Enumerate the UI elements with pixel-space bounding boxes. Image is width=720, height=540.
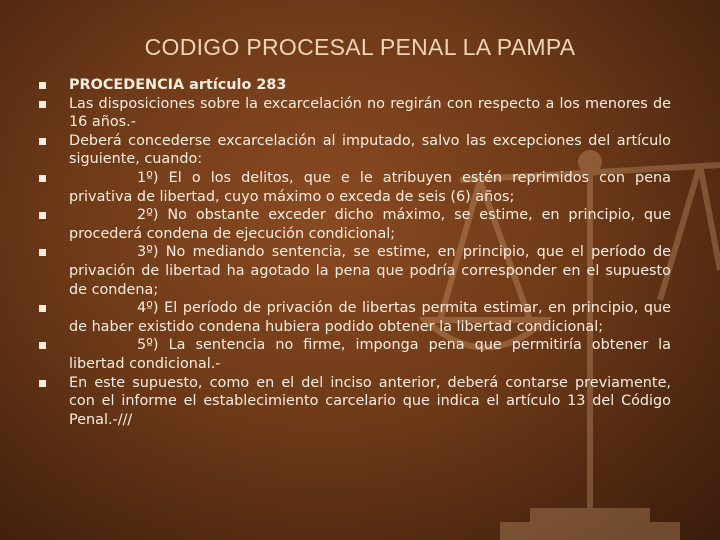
- list-item: [34, 336, 671, 373]
- square-bullet-icon: [39, 101, 46, 108]
- list-item-text: 1º) El o los delitos, que e le atribuyen estén reprimidos con pena privativa de libertad, cuyo máximo o exceda de seis (6) años;: [69, 169, 671, 205]
- list-item: [34, 243, 671, 299]
- list-item: [34, 374, 671, 430]
- square-bullet-icon: [39, 175, 46, 182]
- slide-title: CODIGO PROCESAL PENAL LA PAMPA: [144, 34, 576, 60]
- bullet-list: [34, 76, 671, 429]
- list-item-text: 2º) No obstante exceder dicho máximo, se estime, en principio, que procederá condena de ejecución condicional;: [69, 207, 671, 242]
- list-item: [34, 299, 671, 336]
- list-item-text: Deberá concederse excarcelación al imputado, salvo las excepciones del artículo siguiente, cuando:: [69, 132, 671, 168]
- square-bullet-icon: [39, 138, 46, 145]
- list-item: [34, 95, 671, 132]
- square-bullet-icon: [39, 342, 46, 349]
- list-item-text: 4º) El período de privación de libertas permita estimar, en principio, que de haber existido condena hubiera podido obtener la libertad condicional;: [69, 300, 671, 335]
- list-item: [34, 132, 671, 169]
- list-item: [34, 206, 671, 243]
- list-item-text: 5º) La sentencia no firme, imponga pena que permitiría obtener la libertad condicional.-: [69, 337, 671, 372]
- list-item-text: 3º) No mediando sentencia, se estime, en principio, que el período de privación de libertad ha agotado la pena que podría corresponder en el supuesto de condena;: [69, 244, 671, 298]
- square-bullet-icon: [39, 249, 46, 256]
- list-item-text: En este supuesto, como en el del inciso anterior, deberá contarse previamente, con el informe el establecimiento carcelario que indica el artículo 13 del Código Penal.-///: [69, 374, 671, 428]
- list-item: [34, 76, 671, 95]
- list-item-text: PROCEDENCIA artículo 283: [69, 77, 287, 93]
- square-bullet-icon: [39, 212, 46, 219]
- square-bullet-icon: [39, 82, 46, 89]
- square-bullet-icon: [39, 380, 46, 387]
- list-item: [34, 169, 671, 206]
- list-item-text: Las disposiciones sobre la excarcelación no regirán con respecto a los menores de 16 años.-: [69, 95, 671, 131]
- square-bullet-icon: [39, 305, 46, 312]
